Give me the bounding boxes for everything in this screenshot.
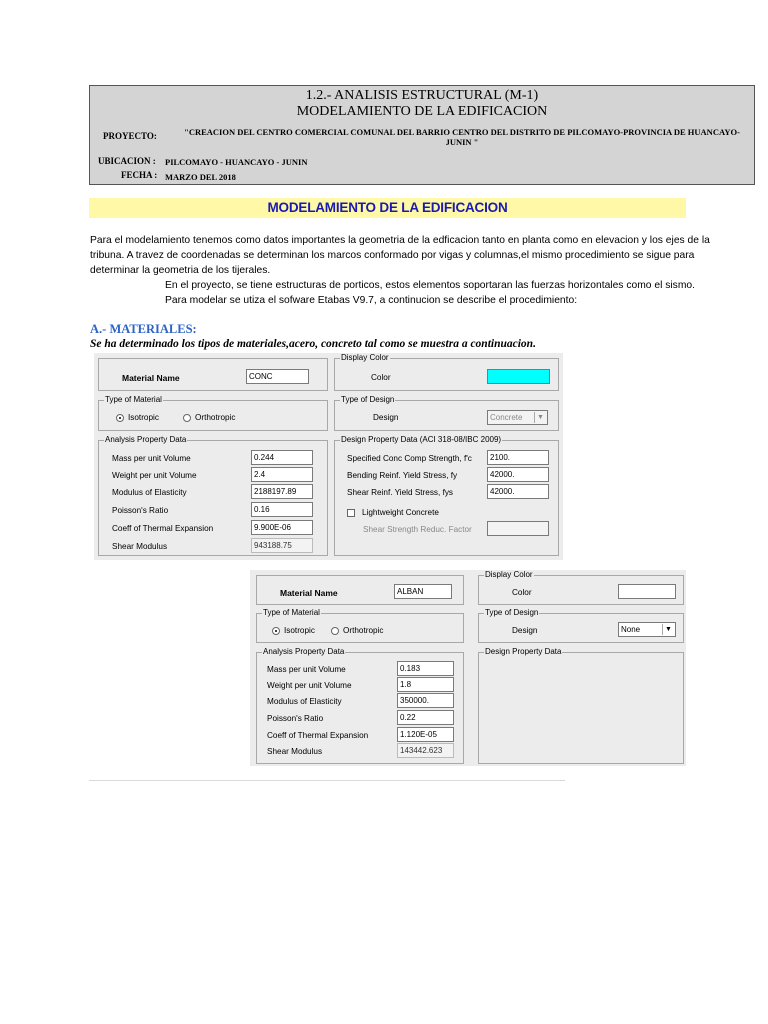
material-name-group [98,358,328,391]
thermal-input[interactable]: 9.900E-06 [251,520,313,535]
material-name-label: Material Name [280,588,338,598]
poisson-input[interactable]: 0.22 [397,710,454,725]
ubicacion-label: UBICACION : [98,156,156,166]
prop-label: Modulus of Elasticity [267,697,342,706]
design-prop-label: Specified Conc Comp Strength, f'c [347,454,472,463]
design-property-title: Design Property Data [485,647,562,656]
chevron-down-icon: ▼ [534,412,546,423]
lightweight-label: Lightweight Concrete [362,508,439,517]
isotropic-label: Isotropic [284,626,315,635]
type-material-group [98,395,328,431]
material-name-label: Material Name [122,373,180,383]
analysis-property-group [256,647,464,764]
porticos-paragraph: En el proyecto, se tiene estructuras de porticos, estos elementos soportaran las fuerzas horizontales como el sismo. [165,280,695,291]
intro-paragraph: Para el modelamiento tenemos como datos importantes la geometria de la edficacion tanto en planta como en elevacion y los ejes de la tribuna. A travez de coordenadas se determinan los marcos conformado por vigas y columnas,el mismo procedimiento se sigue para determinar la geometria de los tijerales. [90,235,710,276]
prop-label: Coeff of Thermal Expansion [267,731,369,740]
design-property-group [478,647,684,764]
analysis-property-title: Analysis Property Data [105,435,187,444]
analysis-property-group [98,435,328,556]
prop-label: Mass per unit Volume [112,454,191,463]
material-dialog-alban [250,570,686,766]
material-name-input[interactable]: ALBAN [394,584,452,599]
material-dialog-conc [94,353,563,560]
fy-input[interactable]: 42000. [487,467,549,482]
weight-input[interactable]: 2.4 [251,467,313,482]
lightweight-checkbox[interactable] [347,509,355,517]
prop-label: Modulus of Elasticity [112,488,187,497]
design-select[interactable]: None ▼ [618,622,676,637]
design-select[interactable]: Concrete ▼ [487,410,548,425]
color-swatch[interactable] [487,369,550,384]
prop-label: Poisson's Ratio [267,714,324,723]
section-banner [89,198,686,218]
prop-label: Poisson's Ratio [112,506,169,515]
type-design-title: Type of Design [341,395,395,404]
fc-input[interactable]: 2100. [487,450,549,465]
modulus-input[interactable]: 2188197.89 [251,484,313,499]
type-material-title: Type of Material [105,395,162,404]
chevron-down-icon: ▼ [662,624,674,635]
orthotropic-radio[interactable] [183,414,191,422]
shear-modulus-value: 943188.75 [251,538,313,553]
modulus-input[interactable]: 350000. [397,693,454,708]
fecha-value: MARZO DEL 2018 [165,172,236,182]
shear-reduc-input [487,521,549,536]
color-label: Color [512,588,532,597]
type-material-title: Type of Material [263,608,320,617]
fecha-label: FECHA : [121,170,158,180]
divider [89,780,565,781]
header-title-2: MODELAMIENTO DE LA EDIFICACION [296,104,548,119]
display-color-group [334,353,559,391]
material-name-input[interactable]: CONC [246,369,309,384]
display-color-title: Display Color [485,570,533,579]
fys-input[interactable]: 42000. [487,484,549,499]
design-label: Design [512,626,538,635]
section-title: A.- MATERIALES: [90,322,197,336]
proyecto-value: "CREACION DEL CENTRO COMERCIAL COMUNAL DEL BARRIO CENTRO DEL DISTRITO DE PILCOMAYO-PROVINCIA DE HUANCAYO-JUNIN " [184,127,740,147]
thermal-input[interactable]: 1.120E-05 [397,727,454,742]
ubicacion-value: PILCOMAYO - HUANCAYO - JUNIN [165,157,308,167]
type-design-group [478,608,684,643]
color-label: Color [371,373,391,382]
design-prop-label: Shear Reinf. Yield Stress, fys [347,488,454,497]
orthotropic-radio[interactable] [331,627,339,635]
color-swatch[interactable] [618,584,676,599]
prop-label: Coeff of Thermal Expansion [112,524,214,533]
mass-input[interactable]: 0.183 [397,661,454,676]
prop-label: Weight per unit Volume [267,681,352,690]
type-material-group [256,608,464,643]
orthotropic-label: Orthotropic [195,413,236,422]
header-title-1: 1.2.- ANALISIS ESTRUCTURAL (M-1) [305,88,539,103]
type-design-group [334,395,559,431]
prop-label: Mass per unit Volume [267,665,346,674]
poisson-input[interactable]: 0.16 [251,502,313,517]
orthotropic-label: Orthotropic [343,626,384,635]
isotropic-radio[interactable] [116,414,124,422]
mass-input[interactable]: 0.244 [251,450,313,465]
type-design-title: Type of Design [485,608,539,617]
material-name-group [256,575,464,605]
display-color-title: Display Color [341,353,389,362]
shear-reduc-label: Shear Strength Reduc. Factor [363,525,472,534]
prop-label: Shear Modulus [267,747,323,756]
design-prop-label: Bending Reinf. Yield Stress, fy [347,471,458,480]
design-property-title: Design Property Data (ACI 318-08/IBC 2009) [341,435,502,444]
proyecto-label: PROYECTO: [103,131,157,141]
prop-label: Shear Modulus [112,542,168,551]
header-box [89,85,755,185]
software-paragraph: Para modelar se utiza el sofware Etabas V9.7, a continucion se describe el procedimiento: [165,295,578,306]
section-subtitle: Se ha determinado los tipos de materiales,acero, concreto tal como se muestra a continuacion. [90,338,536,350]
banner-title: MODELAMIENTO DE LA EDIFICACION [267,200,508,215]
isotropic-label: Isotropic [128,413,159,422]
analysis-property-title: Analysis Property Data [263,647,345,656]
isotropic-radio[interactable] [272,627,280,635]
weight-input[interactable]: 1.8 [397,677,454,692]
design-label: Design [373,413,399,422]
shear-modulus-value: 143442.623 [397,743,454,758]
prop-label: Weight per unit Volume [112,471,197,480]
display-color-group [478,570,684,605]
design-property-group [334,435,559,556]
